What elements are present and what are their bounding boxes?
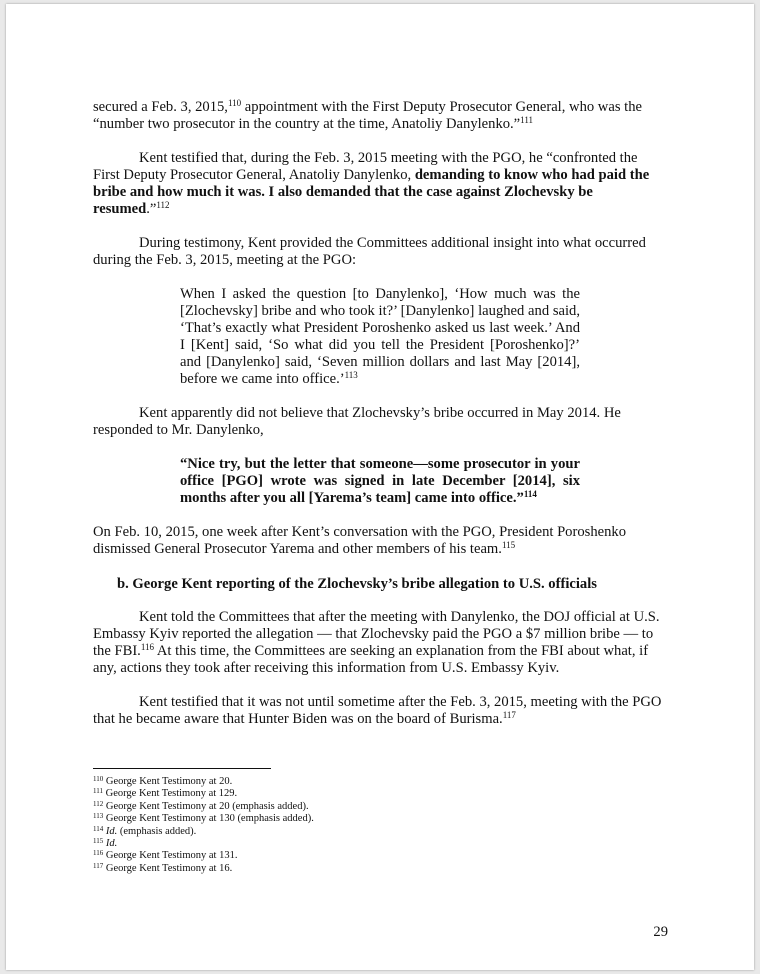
footnote-number: 110 [93, 775, 104, 783]
footnote [93, 813, 314, 825]
footnote-italic: Id. [105, 838, 118, 850]
footnote-text: George Kent Testimony at 16. [105, 862, 233, 874]
text: At this time, the Committees are seeking an explanation from the FBI about what, if any, actions they took after receiving this information from U.S. Embassy Kyiv. [93, 643, 649, 676]
footnotes [93, 776, 314, 875]
paragraph-3 [93, 235, 663, 269]
footnote [93, 838, 314, 850]
text: .” [146, 201, 157, 217]
footnote-ref: 112 [156, 200, 170, 210]
document-page [6, 4, 754, 970]
paragraph-1 [93, 99, 663, 133]
page-number: 29 [653, 924, 668, 940]
footnote-ref: 117 [502, 710, 516, 720]
footnote-ref: 116 [140, 642, 155, 652]
footnote-text: (emphasis added). [117, 825, 197, 837]
paragraph-5 [93, 524, 663, 558]
footnote-ref: 111 [520, 115, 534, 125]
footnote-number: 112 [93, 799, 104, 808]
footnote [93, 863, 314, 875]
block-quote-1 [180, 286, 580, 388]
footnote-number: 115 [93, 837, 104, 846]
quote-text: When I asked the question [to Danylenko], ‘How much was the [Zlochevsky] bribe and who took it?’ [Danylenko] laughed and said, ‘That’s exactly what President Poroshenko asked us last week.’ And I [Kent] said, ‘So what did you tell the President [Poroshenko]?’ and [Danylenko] said, ‘Seven million dollars and last May [2014], before we came into office.’ [180, 286, 580, 387]
text: On Feb. 10, 2015, one week after Kent’s conversation with the PGO, President Poroshenko dismissed General Prosecutor Yarema and other members of his team. [93, 524, 626, 557]
footnote [93, 850, 314, 862]
footnote-ref: 114 [523, 489, 537, 499]
footnote-number: 111 [93, 787, 103, 796]
footnote-divider [93, 768, 271, 769]
footnote-text: George Kent Testimony at 130 (emphasis added). [105, 813, 314, 825]
section-heading: b. George Kent reporting of the Zlochevsky’s bribe allegation to U.S. officials [117, 576, 597, 592]
text: appointment with the First Deputy Prosecutor General, who was the “number two prosecutor in the country at the time, Anatoliy Danylenko.” [93, 99, 642, 132]
footnote [93, 801, 314, 813]
footnote-text: George Kent Testimony at 131. [105, 850, 238, 862]
footnote-text: George Kent Testimony at 20. [105, 776, 233, 787]
text: Kent told the Committees that after the meeting with Danylenko, the DOJ official at U.S. Embassy Kyiv reported the allegation — that Zlochevsky paid the PGO a $7 million bribe — to the FBI. [93, 609, 660, 659]
text: Kent apparently did not believe that Zlochevsky’s bribe occurred in May 2014. He responded to Mr. Danylenko, [93, 405, 621, 438]
footnote-text: George Kent Testimony at 129. [105, 788, 238, 800]
text: Kent testified that it was not until sometime after the Feb. 3, 2015, meeting with the PGO that he became aware that Hunter Biden was on the board of Burisma. [93, 694, 662, 727]
emphasis-text: demanding to know who had paid the bribe and how much it was. I also demanded that the case against Zlochevsky be resumed [93, 167, 650, 217]
footnote [93, 776, 314, 788]
footnote-number: 116 [93, 849, 104, 858]
paragraph-4 [93, 405, 663, 439]
footnote [93, 788, 314, 800]
paragraph-2 [93, 150, 663, 218]
text: During testimony, Kent provided the Committees additional insight into what occurred during the Feb. 3, 2015, meeting at the PGO: [93, 235, 646, 268]
footnote-ref: 110 [227, 98, 242, 108]
text: secured a Feb. 3, 2015, [93, 99, 228, 115]
paragraph-7 [93, 694, 663, 728]
footnote-ref: 115 [501, 540, 516, 550]
paragraph-6 [93, 609, 663, 677]
footnote [93, 826, 314, 838]
footnote-number: 114 [93, 824, 104, 833]
footnote-italic: Id. [105, 825, 118, 837]
footnote-text: George Kent Testimony at 20 (emphasis added). [105, 800, 309, 812]
footnote-ref: 113 [344, 370, 358, 380]
footnote-number: 117 [93, 861, 104, 870]
quote-text: “Nice try, but the letter that someone—some prosecutor in your office [PGO] wrote was signed in late December [2014], six months after you all [Yarema’s team] came into office.” [180, 456, 580, 506]
text: Kent testified that, during the Feb. 3, 2015 meeting with the PGO, he “confronted the First Deputy Prosecutor General, Anatoliy Danylenko, [93, 150, 638, 183]
footnote-number: 113 [93, 812, 104, 821]
block-quote-2 [180, 456, 580, 507]
